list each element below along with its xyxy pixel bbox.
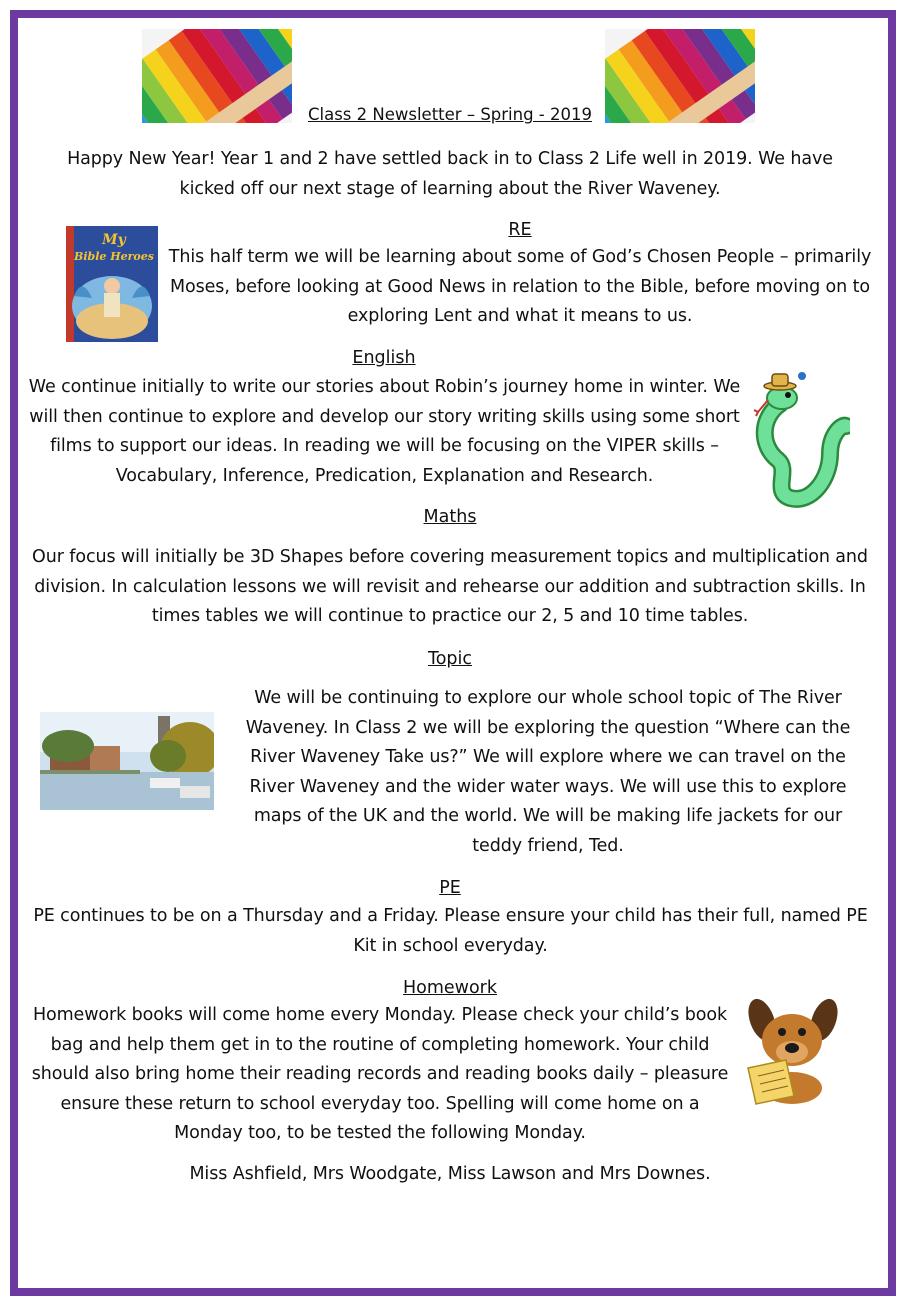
maths-heading: Maths [423, 507, 477, 527]
snake-cartoon-image [750, 368, 850, 508]
re-heading: RE [508, 220, 532, 240]
pe-paragraph: PE continues to be on a Thursday and a Friday. Please ensure your child has their full, named PE Kit in school everyday. [33, 906, 868, 956]
svg-text:My: My [102, 232, 126, 248]
intro-paragraph: Happy New Year! Year 1 and 2 have settled back in to Class 2 Life well in 2019. We have kicked off our next stage of learning about the River Waveney. [67, 149, 833, 199]
homework-paragraph: Homework books will come home every Monday. Please check your child’s book bag and help them get in to the routine of completing homework. Your child should also bring home their reading records and reading books daily – pleasure ensure these return to school everyday too. Spelling will come home on a Monday too, to be tested the following Monday. [31, 1005, 729, 1143]
topic-heading: Topic [427, 649, 472, 669]
pe-heading: PE [439, 878, 461, 898]
teacher-signoff: Miss Ashfield, Mrs Woodgate, Miss Lawson and Mrs Downes. [189, 1164, 711, 1184]
english-paragraph: We continue initially to write our stories about Robin’s journey home in winter. We will then continue to explore and develop our story writing skills using some short films to support our ideas. In reading we will be focusing on the VIPER skills – Vocabulary, Inference, Predication, Explanation and Research. [28, 377, 741, 486]
english-heading: English [352, 348, 416, 368]
maths-paragraph: Our focus will initially be 3D Shapes before covering measurement topics and multiplication and division. In calculation lessons we will revisit and rehearse our addition and subtraction skills. In times tables we will continue to practice our 2, 5 and 10 time tables. [32, 547, 868, 626]
homework-heading: Homework [402, 978, 498, 998]
topic-paragraph: We will be continuing to explore our whole school topic of The River Waveney. In Class 2 we will be exploring the question “Where can the River Waveney Take us?” We will explore where we can travel on the River Waveney and the wider water ways. We will use this to explore maps of the UK and the world. We will be making life jackets for our teddy friend, Ted. [245, 688, 851, 856]
newsletter-title: Class 2 Newsletter – Spring - 2019 [307, 105, 592, 124]
river-waveney-photo [40, 712, 214, 810]
re-paragraph: This half term we will be learning about some of God’s Chosen People – primarily Moses, before looking at Good News in relation to the Bible, before moving on to exploring Lent and what it means to us. [168, 247, 872, 326]
dog-cartoon-image [742, 996, 842, 1108]
svg-text:Bible Heroes: Bible Heroes [74, 250, 154, 263]
bible-heroes-book-image [66, 226, 158, 342]
